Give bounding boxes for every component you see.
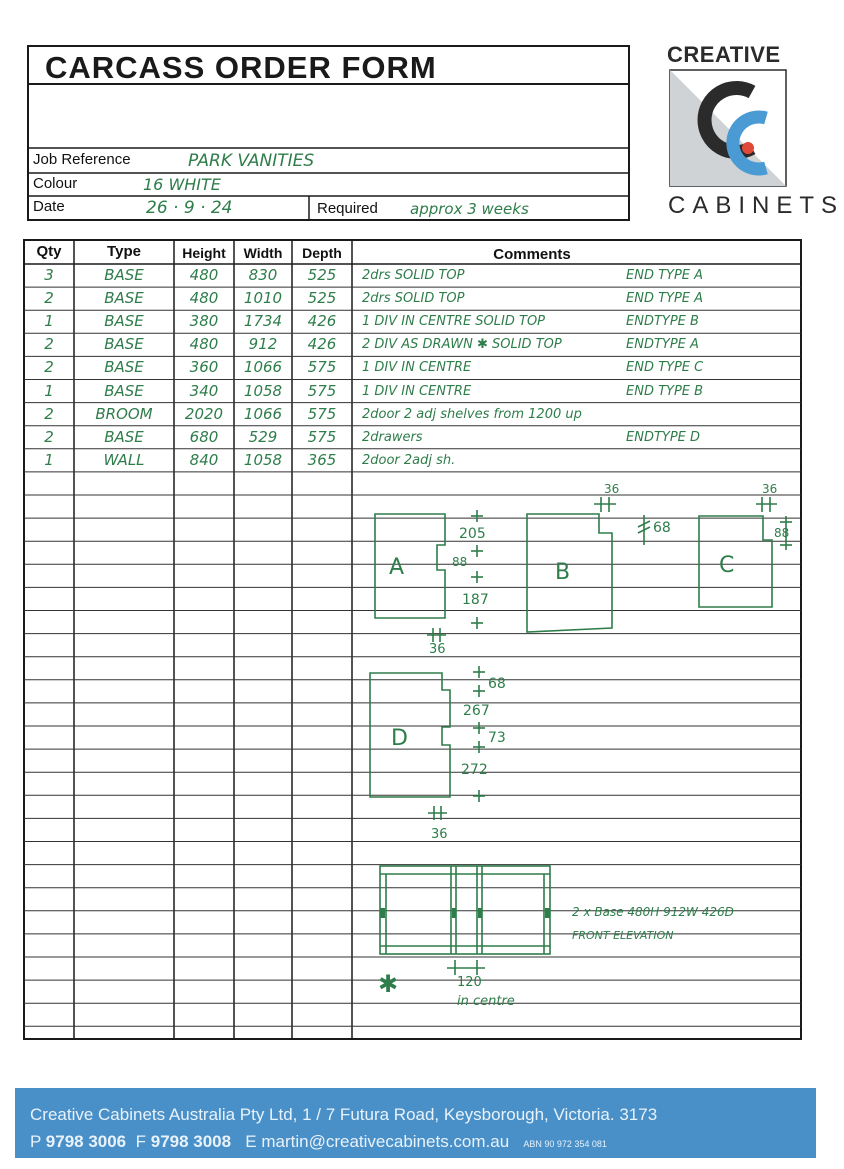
required-value: approx 3 weeks: [410, 200, 529, 218]
elevation-dim-note: in centre: [457, 994, 515, 1009]
job-reference-value: PARK VANITIES: [188, 151, 315, 171]
cell-width: 1066: [243, 404, 283, 423]
cell-comment: 1 DIV IN CENTRE: [362, 383, 472, 399]
cell-width: 1066: [243, 358, 283, 377]
sketch-a-dim-187: 187: [462, 592, 489, 608]
cell-comment: 2door 2 adj shelves from 1200 up: [362, 406, 582, 422]
cell-end-type: ENDTYPE A: [626, 337, 699, 353]
cell-qty: 1: [44, 450, 54, 469]
cell-width: 1058: [243, 381, 283, 400]
cell-qty: 2: [44, 358, 54, 377]
sketch-d-dim-68: 68: [488, 676, 506, 692]
cell-height: 680: [189, 427, 219, 446]
required-label: Required: [317, 200, 378, 217]
cell-width: 1734: [243, 312, 283, 331]
sketch-b-dim-68: 68: [653, 520, 671, 536]
cell-type: BROOM: [95, 404, 153, 423]
cell-comment: 2drs SOLID TOP: [362, 291, 465, 307]
sketch-a-letter: A: [389, 555, 405, 580]
job-reference-label: Job Reference: [33, 151, 131, 168]
cell-comment: 2drawers: [362, 429, 423, 445]
sketch-d-letter: D: [391, 726, 408, 751]
cell-type: BASE: [104, 427, 144, 446]
col-header-height: Height: [182, 245, 226, 261]
cell-comment: 1 DIV IN CENTRE SOLID TOP: [362, 314, 546, 330]
col-header-type: Type: [107, 243, 141, 260]
cell-comment: 2door 2adj sh.: [362, 452, 456, 468]
cell-end-type: ENDTYPE B: [626, 314, 699, 330]
cell-depth: 575: [307, 358, 337, 377]
elevation-star-icon: ✱: [378, 970, 399, 998]
cell-width: 529: [248, 427, 278, 446]
footer-address: Creative Cabinets Australia Pty Ltd, 1 / 7 Futura Road, Keysborough, Victoria. 3173: [30, 1105, 658, 1124]
cell-depth: 426: [307, 312, 337, 331]
sketch-b-letter: B: [555, 560, 571, 585]
cell-width: 830: [248, 266, 278, 284]
cell-width: 1058: [243, 450, 283, 469]
colour-value: 16 WHITE: [143, 175, 221, 194]
footer-phone-label: P: [30, 1132, 42, 1151]
cell-height: 840: [189, 450, 219, 469]
cell-end-type: END TYPE B: [626, 383, 704, 399]
cell-comment: 2 DIV AS DRAWN ✱ SOLID TOP: [362, 337, 562, 353]
cell-depth: 575: [307, 381, 337, 400]
cell-height: 360: [189, 358, 219, 377]
sketch-a-dim-36: 36: [429, 642, 446, 657]
sketch-d-dim-73: 73: [488, 730, 506, 746]
cell-qty: 1: [44, 312, 54, 331]
footer-email-label: E: [245, 1132, 257, 1151]
sketch-c-letter: C: [719, 553, 735, 578]
sketch-d-dim-36: 36: [431, 827, 448, 842]
footer-email-link[interactable]: martin@creativecabinets.com.au: [261, 1132, 510, 1151]
col-header-width: Width: [243, 245, 283, 261]
cell-depth: 575: [307, 427, 337, 446]
cell-qty: 2: [44, 427, 54, 446]
footer-phone: 9798 3006: [45, 1132, 127, 1151]
cell-height: 480: [189, 289, 219, 308]
sketch-b-dim-36: 36: [604, 482, 620, 496]
cell-type: BASE: [104, 358, 144, 377]
footer-abn: ABN 90 972 354 081: [523, 1139, 607, 1149]
col-header-comments: Comments: [493, 246, 571, 263]
cell-qty: 1: [44, 381, 54, 400]
cell-height: 480: [189, 335, 219, 354]
cell-type: BASE: [104, 266, 144, 284]
cell-depth: 426: [307, 335, 337, 354]
footer-fax: 9798 3008: [150, 1132, 232, 1151]
sketch-c-dim-36: 36: [762, 482, 778, 496]
cell-type: BASE: [104, 312, 144, 331]
cell-depth: 365: [307, 450, 337, 469]
cell-depth: 525: [307, 266, 337, 284]
front-elevation-sketch: [380, 866, 550, 975]
elevation-dim-120: 120: [457, 975, 482, 990]
cell-comment: 2drs SOLID TOP: [362, 268, 465, 283]
logo-bottom-text: CABINETS: [668, 192, 844, 219]
cell-height: 480: [189, 266, 219, 284]
cell-qty: 3: [44, 266, 54, 284]
date-value: 26 · 9 · 24: [146, 198, 233, 218]
sketch-a-dim-205: 205: [459, 526, 486, 542]
sketch-a-outline: [375, 514, 445, 618]
elevation-note-title: FRONT ELEVATION: [572, 929, 674, 942]
date-label: Date: [33, 198, 65, 215]
sketch-c-dim-88: 88: [774, 526, 790, 540]
cell-type: BASE: [104, 289, 144, 308]
cell-end-type: END TYPE A: [626, 268, 704, 283]
cell-width: 1010: [243, 289, 283, 308]
sketch-d-dim-267: 267: [463, 703, 490, 719]
sketch-d-outline: [370, 673, 450, 797]
form-title: CARCASS ORDER FORM: [45, 50, 437, 85]
footer-fax-label: F: [135, 1132, 146, 1151]
cell-comment: 1 DIV IN CENTRE: [362, 360, 472, 376]
sketch-d-dim-272: 272: [461, 762, 488, 778]
cell-depth: 525: [307, 289, 337, 308]
sketch-c-outline: [699, 516, 772, 607]
cell-height: 340: [189, 381, 219, 400]
footer-contacts: [30, 1132, 607, 1152]
cell-depth: 575: [307, 404, 337, 423]
colour-label: Colour: [33, 175, 78, 192]
cell-qty: 2: [44, 404, 54, 423]
col-header-qty: Qty: [36, 243, 62, 260]
cell-height: 2020: [184, 404, 224, 423]
cell-qty: 2: [44, 289, 54, 308]
cell-type: WALL: [103, 450, 145, 469]
cell-height: 380: [189, 312, 219, 331]
cell-type: BASE: [104, 381, 144, 400]
cell-end-type: ENDTYPE D: [626, 429, 701, 445]
cell-end-type: END TYPE A: [626, 291, 704, 307]
elevation-note-size: 2 x Base 480H 912W 426D: [572, 905, 734, 919]
cell-qty: 2: [44, 335, 54, 354]
cell-type: BASE: [104, 335, 144, 354]
cell-end-type: END TYPE C: [626, 360, 704, 376]
logo-top-text: CREATIVE: [667, 42, 781, 67]
sketch-a-dim-88: 88: [452, 555, 468, 569]
col-header-depth: Depth: [302, 245, 342, 261]
cell-width: 912: [248, 335, 278, 354]
